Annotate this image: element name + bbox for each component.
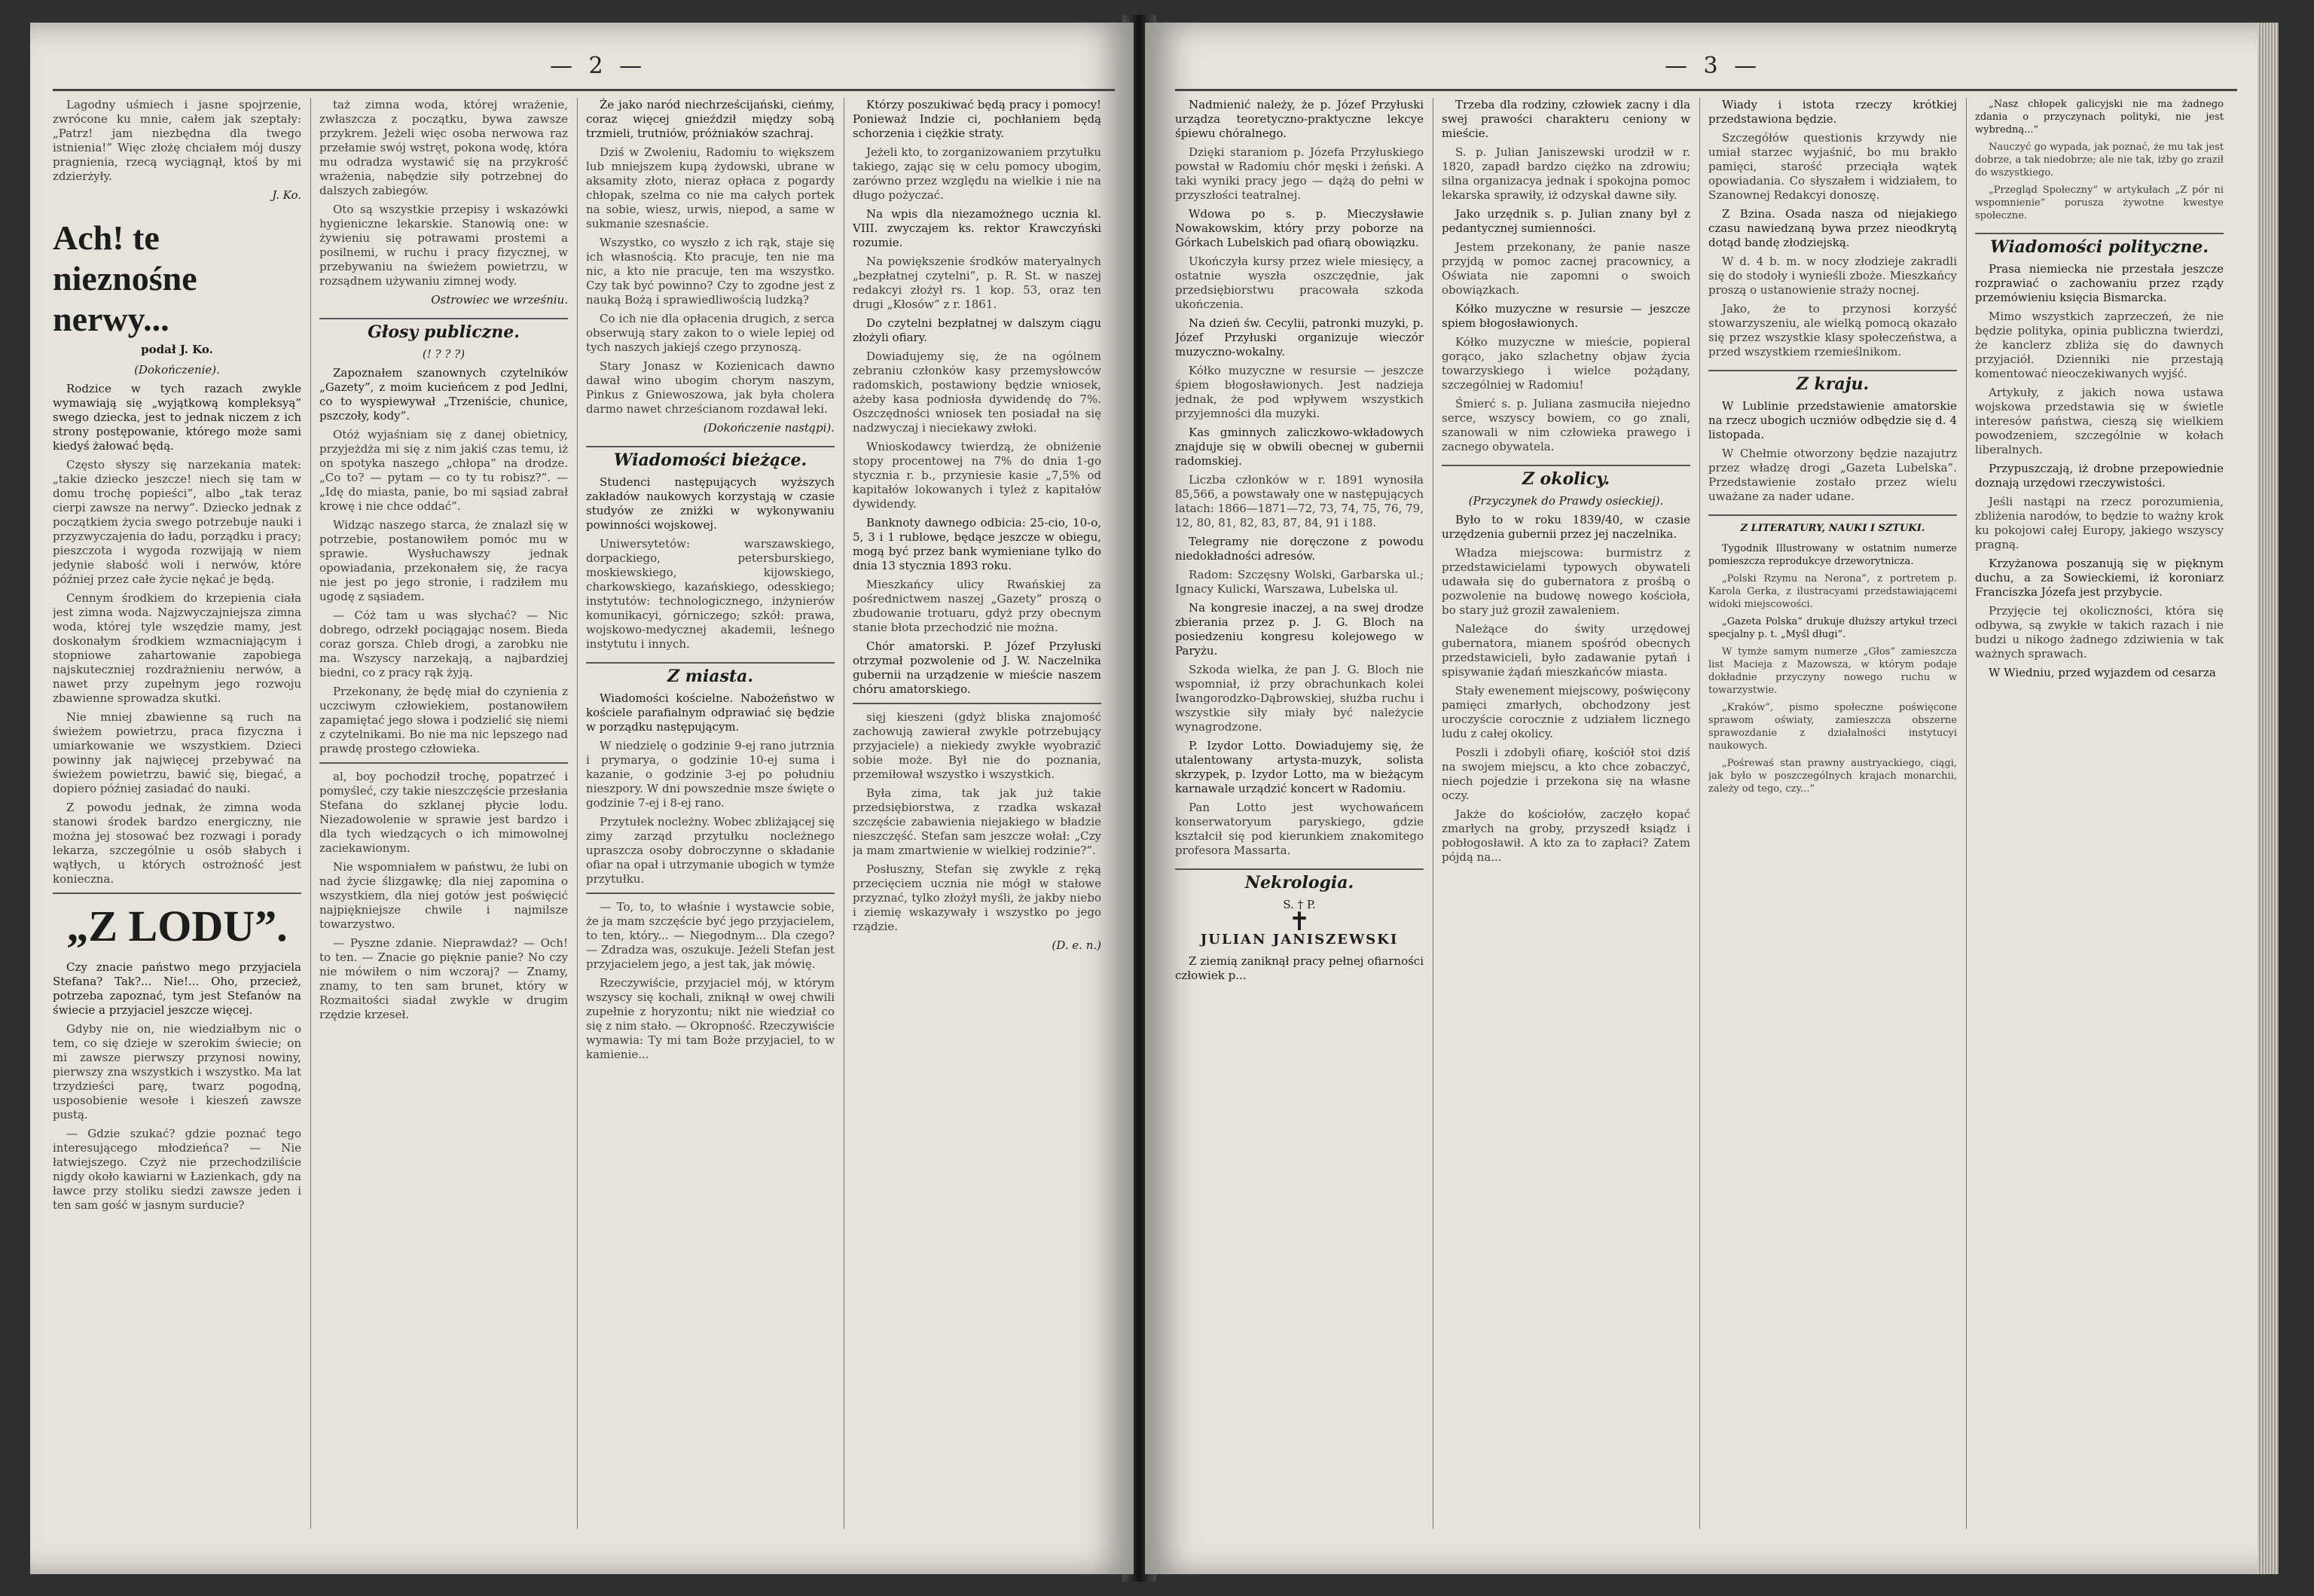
section-text: Otóż wyjaśniam się z danej obietnicy, przyjeżdża mi się z nim jakiś czas temu, iż on spotyka naszego „chłopa” na drodze. „Co to? — pytam — co ty tu robisz?”. — „Idę do miasta, panie, bo mi sąsiad zabrał krowę i nie chce oddać”. xyxy=(319,428,568,513)
article-text: Trzeba dla rodziny, człowiek zacny i dla swej prawości charakteru ceniony w mieście. xyxy=(1442,98,1690,140)
article-text: Wiady i istota rzeczy krótkiej przedstawiona będzie. xyxy=(1708,98,1957,126)
section-text: W niedzielę o godzinie 9-ej rano jutrznia i prymarya, o godzinie 10-ej suma i kazanie, o godzinie 3-ej po południu nieszpory. W dni powszednie msze święte o godzinie 7-ej i 8-ej rano. xyxy=(586,739,835,810)
column-rule xyxy=(577,98,578,1529)
section-text: Zapoznałem szanownych czytelników „Gazety”, z moim kucieńcem z pod Jedlni, co to wyspiewywał „Trzeniście, chunice, pszczoły, kody”. xyxy=(319,366,568,423)
article-text: Z Bzina. Osada nasza od niejakiego czasu nawiedzaną bywa przez nieodkrytą dotąd bandę złodziejską. xyxy=(1708,207,1957,249)
right-page xyxy=(1145,23,2279,1574)
section-heading: Nekrologia. xyxy=(1175,868,1424,890)
feuilleton-text: Była zima, tak jak już takie przedsiębiorstwa, z rzadka wskazał szczęście zabawienia niejakiego w bładzie nieszczęść. Stefan sam jeszcze wołał: „Czy ja mam zmartwienie w wielkiej rodzinie?”. xyxy=(853,786,1101,857)
notice: Szkoda wielka, że pan J. G. Bloch nie wspomniał, iż przy obrachunkach kolei Iwangorodzko-Dąbrowskiej, służba ruchu i wszystkie siły miały być należycie wynagrodzone. xyxy=(1175,663,1424,734)
section-heading: Wiadomości bieżące. xyxy=(586,446,835,468)
article-text: Szczegółów questionis krzywdy nie umiał starzec wyjaśnić, bo mu brakło pamięci, starość przeciąła wątek opowiadania. Co słyszałem i widziałem, to Szanownej Redakcyi donoszę. xyxy=(1708,131,1957,202)
continuation-note: (Dokończenie nastąpi). xyxy=(703,421,835,435)
section-text: Jakże do kościołów, zaczęło kopać zmarłych na groby, przyszedł ksiądz i pobłogosławił. A kto za to zapłaci? Zatem pójdą na... xyxy=(1442,807,1690,864)
article-text: Że jako naród niechrześcijański, cieńmy, coraz więcej gnieździł między sobą trzmieli, trutniów, próżniaków szachraj. xyxy=(586,98,835,140)
section-text: Przypuszczają, iż drobne przepowiednie doznają urzędowi rzeczywistości. xyxy=(1975,462,2224,490)
notice: Do czytelni bezpłatnej w dalszym ciągu złożyli ofiary. xyxy=(853,316,1101,344)
signature: (D. e. n.) xyxy=(1052,938,1101,952)
column-3 xyxy=(586,98,835,1529)
feuilleton-text: Gdyby nie on, nie wiedziałbym nic o tem, co się dzieje w szerokim świecie; on mi zawsze pierwszy przynosi nowiny, pierwszy zna wszystkich i wszystko. Ma lat trzydzieści parę, twarz pogodną, usposobienie wesołe i kieszeń zawsze pustą. xyxy=(53,1022,301,1121)
deceased-name: JULIAN JANISZEWSKI xyxy=(1200,932,1399,948)
notice: Na dzień św. Cecylii, patronki muzyki, p. Józef Przyłuski organizuje wieczór muzyczno-wokalny. xyxy=(1175,316,1424,359)
article-text: Wszystko, co wyszło z ich rąk, staje się ich własnością. Kto pracuje, ten nie ma nic, a kto nie pracuje, ten ma wszystko. Czy tak być powinno? Czy to zgodne jest z nauką Bożą i sprawiedliwością ludzką? xyxy=(586,236,835,307)
feuilleton-text: sięj kieszeni (gdyż bliska znajomość zachowują zawierał zwykle potrzebujący przyjaciele) a niekiedy zwykłe wyobrazić sobie może. Był nie do poznania, przemiłował wszystko i wszystkich. xyxy=(853,710,1101,781)
section-subtitle: (Przyczynek do Prawdy osieckiej). xyxy=(1468,494,1664,508)
article-text: Cennym środkiem do krzepienia ciała jest zimna woda. Najzwyczajniejsza zimna woda, której tyle wszędzie mamy, jest doskonałym środkiem wzmacniającym i stopniowe zahartowanie zapobiega najskuteczniej rozdrażnieniu nerwów, a nawet przy zupełnym jego rozwoju zbawienne sprowadza skutki. xyxy=(53,591,301,705)
text-block: Lagodny uśmiech i jasne spojrzenie, zwrócone ku mnie, całem jak szeptały: „Patrz! jam niezbędna dla twego istnienia!” Więc złożę chciałem mój duszy pragnienia, rzecą wyciągnął, ktoś by mi zdzierżyły. xyxy=(53,98,301,183)
article-text: Kółko muzyczne w mieście, popieral gorąco, jako szlachetny objaw życia towarzyskiego i wielce pożądany, szczególniej w Radomiu! xyxy=(1442,335,1690,392)
article-text: S. p. Julian Janiszewski urodził w r. 1820, zapadł bardzo ciężko na zdrowiu; silna organizacya jednak i spokojna pomoc lekarska sprawiły, iż odzyskał dawne siły. xyxy=(1442,145,1690,202)
notice: Radom: Szczęsny Wolski, Garbarska ul.; Ignacy Kulicki, Warszawa, Lubelska ul. xyxy=(1175,568,1424,596)
column-rule xyxy=(1966,98,1967,1529)
notice: Wnioskodawcy twierdzą, że obniżenie stopy procentowej na 7% do dnia 1-go stycznia r. b., przyniesie kasie „7,5% od kapitałów lokowanych i tyleż z kapitałów dywidendy. xyxy=(853,440,1101,511)
section-text: Widząc naszego starca, że znalazł się w potrzebie, postanowiłem pomóc mu w sprawie. Wysłuchawszy jednak opowiadania, przekonałem się, że racya nie jest po jego stronie, i radziłem mu ugodę z sąsiadem. xyxy=(319,518,568,603)
section-text: W Wiedniu, przed wyjazdem od cesarza xyxy=(1989,666,2216,679)
section-text: Prasa niemiecka nie przestała jeszcze rozprawiać o zachowaniu przez rządy przemówieniu księcia Bismarcka. xyxy=(1975,262,2224,304)
header-rule xyxy=(53,89,1115,91)
divider xyxy=(586,893,835,894)
obituary-text: Z ziemią zaniknął pracy pełnej ofiarności człowiek p... xyxy=(1175,954,1424,982)
signature: J. Ko. xyxy=(272,188,301,202)
article-text: „Przegląd Społeczny” w artykułach „Z pór ni wspomnienie” porusza żywotne kwestye społeczne. xyxy=(1975,185,2224,221)
notice: Dowiadujemy się, że na ogólnem zebraniu członków kasy przemysłowców radomskich, postawiony będzie wniosek, ażeby kasa podniosła dywidendę do 7%. Oszczędności wniosek ten posiadał na się nadzwyczaj i nieciekawy zwłoki. xyxy=(853,349,1101,435)
notice: Ukończyła kursy przez wiele miesięcy, a ostatnie wyszła oszczędnie, jak przedsiębiorstwu pracowała szkoda ukończenia. xyxy=(1175,255,1424,311)
literature-note: W tymże samym numerze „Głos” zamieszcza list Macieja z Mazowsza, w którym podaje dokładnie przyczyny nowego ruchu w towarzystwie. xyxy=(1708,646,1957,696)
section-heading: Wiadomości polityczne. xyxy=(1975,233,2224,255)
feuilleton-title: „Z LODU”. xyxy=(66,902,288,951)
section-text: Przyjęcie tej okoliczności, która się odbywa, są zwykłe w takich razach i nie budzi u nikogo żadnego zdziwienia w tak ważnych sprawach. xyxy=(1975,604,2224,661)
article-byline: podał J. Ko. xyxy=(141,343,213,356)
article-text: Śmierć s. p. Juliana zasmuciła niejedno serce, wszyscy bowiem, co go znali, szanowali w nim człowieka prawego i zacnego obywatela. xyxy=(1442,397,1690,453)
page-number: — 3 — xyxy=(1665,53,1762,79)
column-rule xyxy=(1699,98,1700,1529)
section-text: Było to w roku 1839/40, w czasie urzędzenia gubernii przez jej naczelnika. xyxy=(1442,513,1690,541)
section-text: Uniwersytetów: warszawskiego, dorpackiego, petersburskiego, moskiewskiego, kijowskiego, charkowskiego, kazańskiego, odesskiego; instytutów: technologicznego, inżynierów komunikacyi, górniczego; szkół: prawa, wojskowo-medycznej akademii, leśnego instytutu i innych. xyxy=(586,537,835,651)
article-text: Dziś w Zwoleniu, Radomiu to większem lub mniejszem kupą żydowski, ubrane w aksamity złoto, nieraz opłaca z pogardy chłopak, szelma co nie ma całych portek na sobie, wiesz, urwis, niepod, a same w sukmanie szesnaście. xyxy=(586,145,835,230)
section-text: Artykuły, z jakich nowa ustawa wojskowa przedstawia się w świetle interesów państwa, cieszą się wielkiem powodzeniem, szczególnie w kołach liberalnych. xyxy=(1975,386,2224,456)
article-text: Dzięki staraniom p. Józefa Przyłuskiego powstał w Radomiu chór męski i żeński. A taki wyniki pracy jego — dążą do pełni w przyszłości teatralnej. xyxy=(1175,145,1424,202)
article-text: Nie mniej zbawienne są ruch na świeżem powietrzu, praca fizyczna i umiarkowanie we wszystkiem. Dzieci powinny jak najwięcej przebywać na świeżem powietrzu, bawić się, biegać, a dopiero później zasiadać do nauki. xyxy=(53,710,301,795)
feuilleton-text: — Pyszne zdanie. Nieprawdaż? — Och! to ten. — Znacie go pięknie panie? No czy nie mówiłem o nim wczoraj? — Znamy, znamy, to ten sam brunet, który w Rozmaitości siadał zwykle w drugim rzędzie krzeseł. xyxy=(319,936,568,1021)
article-text: Którzy poszukiwać będą pracy i pomocy! Ponieważ Indzie ci, pochłaniem będą schorzenia i ciężkie straty. xyxy=(853,98,1101,140)
column-2 xyxy=(1442,98,1690,1529)
column-4 xyxy=(1975,98,2224,1529)
article-text: „Nasz chłopek galicyjski nie ma żadnego zdania o przyczynach polityki, nie jest wybredną...” xyxy=(1975,99,2224,136)
section-heading: Z kraju. xyxy=(1708,370,1957,392)
literature-note: „Kraków”, pismo społeczne poświęcone sprawom oświaty, zamieszcza obszerne sprawozdanie z działalności instytucyi naukowych. xyxy=(1708,702,1957,752)
notice: P. Izydor Lotto. Dowiadujemy się, że utalentowany artysta-muzyk, solista skrzypek, p. Izydor Lotto, ma w bieżącym karnawale urządzić koncert w Radomiu. xyxy=(1175,739,1424,795)
article-text: Nauczyć go wypada, jak poznać, że mu tak jest dobrze, a tak niedobrze; ale nie tak, iżby go zraził do wszystkiego. xyxy=(1975,142,2224,179)
sp-label: S. † P. xyxy=(1283,898,1316,911)
divider xyxy=(319,762,568,764)
article-headline: Ach! te nieznośne nerwy... xyxy=(53,218,197,338)
page-number: — 2 — xyxy=(550,53,647,79)
article-text: W d. 4 b. m. w nocy złodzieje zakradli się do stodoły i wynieśli zboże. Mieszkańcy proszą o ustanowienie straży nocnej. xyxy=(1708,255,1957,297)
section-text: Przekonany, że będę miał do czynienia z uczciwym człowiekiem, postanowiłem zapamiętać jego słowa i podzielić się niemi z czytelnikami. Bo nie ma nic lepszego nad prawdę prostego człowieka. xyxy=(319,685,568,755)
column-3 xyxy=(1708,98,1957,1529)
article-text: Stary Jonasz w Kozienicach dawno dawał wino ubogim chorym naszym, Pinkus z Gniewoszowa, jak była cholera darmo nawet chrześcianom rozdawał leki. xyxy=(586,359,835,416)
section-text: W Lublinie przedstawienie amatorskie na rzecz ubogich uczniów odbędzie się d. 4 listopada. xyxy=(1708,399,1957,441)
article-text: Co ich nie dla opłacenia drugich, z serca obserwują stary zakon to o wiele lepiej od tych naszych jakiejś czego przynoszą. xyxy=(586,312,835,354)
notice: Mieszkańcy ulicy Rwańskiej za pośrednictwem naszej „Gazety” proszą o zbudowanie trotuaru, gdyż przy obecnym stanie błota przechodzić nie można. xyxy=(853,578,1101,634)
feuilleton-text: Nie wspomniałem w państwu, że lubi on nad życie ślizgawkę; dla niej zapomina o wszystkiem, dla niej gotów jest poświęcić najpiękniejsze chwile i najmilsze towarzystwo. xyxy=(319,860,568,931)
divider xyxy=(853,703,1101,704)
left-page xyxy=(30,23,1134,1574)
article-text: taż zimna woda, której wrażenie, zwłaszcza z początku, bywa zawsze przykrem. Jeżeli więc osoba nerwowa raz przełamie swój wstręt, pokona wodę, która mu odradza wystawić się na przykrość wrażenia, nabędzie siły potrzebnej do dalszych zabiegów. xyxy=(319,98,568,197)
section-text: Stały ewenement miejscowy, poświęcony pamięci zmarłych, obchodzony jest uroczyście corocznie z udziałem licznego ludu z całej okolicy. xyxy=(1442,684,1690,740)
cross-icon: ✝ xyxy=(1288,907,1311,937)
article-text: Jeżeli kto, to zorganizowaniem przytułku takiego, zając się w celu pomocy ubogim, zarówno przez względu na wielkie i nie na długo pożyczać. xyxy=(853,145,1101,202)
section-text: Wiadomości kościelne. Nabożeństwo w kościele parafialnym odprawiać się będzie w porządku następującym. xyxy=(586,691,835,734)
article-text: Nadmienić należy, że p. Józef Przyłuski urządza teoretyczno-praktyczne lekcye śpiewu chóralnego. xyxy=(1175,98,1424,140)
article-text: Jako, że to przynosi korzyść stowarzyszeniu, ale wielką pomocą okazało się przez wszystkie klasy społeczeństwa, a przed wszystkiem rzemieślnikom. xyxy=(1708,302,1957,359)
notice: Liczba członków w r. 1891 wynosiła 85,566, a powstawały one w następujących latach: 1866—1871—72, 73, 74, 75, 76, 79, 12, 80, 81, 82, 83, 87, 84, 91 i 188. xyxy=(1175,473,1424,529)
column-rule xyxy=(310,98,311,1529)
notice: Banknoty dawnego odbicia: 25-cio, 10-o, 5, 3 i 1 rublowe, będące jeszcze w obiegu, mogą być przez bank wymieniane tylko do dnia 13 stycznia 1893 roku. xyxy=(853,516,1101,572)
notice: Na kongresie inaczej, a na swej drodze zbierania przez p. J. G. Bloch na posiedzeniu kongresu kolejowego w Paryżu. xyxy=(1175,601,1424,658)
notice: Telegramy nie doręczone z powodu niedokładności adresów. xyxy=(1175,535,1424,563)
literature-note: „Pośrewaś stan prawny austryackiego, ciągi, jak było w poszczególnych krajach monarchii, zależy od tego, czy...” xyxy=(1708,758,1957,795)
location-note: Ostrowiec we wrześniu. xyxy=(431,293,568,307)
article-text: Rodzice w tych razach zwykle wymawiają się „wyjątkową kompleksyą” swego dziecka, jest to jednak niczem z ich strony postępowanie, którego może sami kiedyś żałować będą. xyxy=(53,382,301,453)
article-text: Kółko muzyczne w resursie — jeszcze spiem błogosławionych. xyxy=(1442,302,1690,330)
literature-note: „Polski Rzymu na Nerona”, z portretem p. Karola Gerka, z ilustracyami przedstawiającemi widoki miejscowości. xyxy=(1708,573,1957,610)
section-text: Władza miejscowa: burmistrz z przedstawicielami typowych obywateli udawała się do gubernatora z prośbą o pozwolenie na budowę nowego kościoła, bo stary już groził zawaleniem. xyxy=(1442,546,1690,617)
notice: Kas gminnych zaliczkowo-wkładowych znajduje się w obwili obecnej w gubernii radomskiej. xyxy=(1175,426,1424,468)
article-text: Jako urzędnik s. p. Julian znany był z pedantycznej sumienności. xyxy=(1442,207,1690,235)
section-heading: Z miasta. xyxy=(586,662,835,684)
feuilleton-text: al, boy pochodził trochę, popatrzeć i pomyśleć, czy takie nieszczęście przesłania Stefana do szklanej płycie lodu. Niezadowolenie w sprawie jest bardzo i dla tych wiedzących o ich mimowolnej zaciekawionym. xyxy=(319,770,568,855)
section-text: Krzyżanowa poszanują się w pięknym duchu, a za Sowieckiemi, iż koroniarz Franciszka Józefa jest przybycie. xyxy=(1975,557,2224,599)
article-text: Oto są wszystkie przepisy i wskazówki hygieniczne lekarskie. Stanowią one: w żywieniu się potrawami prostemi a posilnemi, w ruchu i pracy fizycznej, w przebywaniu na świeżem powietrzu, w rozsądnem używaniu zimnej wody. xyxy=(319,203,568,288)
section-text: Jeśli nastąpi na rzecz porozumienia, zbliżenia narodów, to będzie to ważny krok ku pokojowi całej Europy, jakiego wszyscy pragną. xyxy=(1975,495,2224,551)
column-1 xyxy=(53,98,301,1529)
section-heading: Z okolicy. xyxy=(1442,465,1690,487)
column-1 xyxy=(1175,98,1424,1529)
feuilleton-text: — Gdzie szukać? gdzie poznać tego interesującego młodzieńca? — Nie łatwiejszego. Czyż nie przechodziliście nigdy około kawiarni w Łazienkach, gdy na ławce przy stoliku siedzi zawsze jeden i ten sam gość w jasnym surducie? xyxy=(53,1127,301,1212)
feuilleton-text: — To, to, to właśnie i wystawcie sobie, że ja mam szczęście być jego przyjacielem, to ten, który... — Niegodnym... Dla czego? — Zdradza was, oszukuje. Jeżeli Stefan jest przyjacielem jego, a jest tak, jak mówię. xyxy=(586,900,835,971)
article-text: Jestem przekonany, że panie nasze przyjdą w pomoc zacnej pracownicy, a Oświata nie zapomni o swoich obowiązkach. xyxy=(1442,240,1690,297)
notice: Pan Lotto jest wychowańcem konserwatoryum paryskiego, gdzie kształcił się pod kierunkiem znakomitego profesora Massarta. xyxy=(1175,801,1424,857)
literature-note: Tygodnik Illustrowany w ostatnim numerze pomieszcza reprodukcye drzeworytnicza. xyxy=(1708,543,1957,567)
notice: Chór amatorski. P. Józef Przyłuski otrzymał pozwolenie od J. W. Naczelnika gubernii na urządzenie w mieście naszem chóru amatorskiego. xyxy=(853,639,1101,696)
section-text: — Cóż tam u was słychać? — Nic dobrego, odrzekł pociągając nosem. Bieda coraz gorsza. Chleb drogi, a zarobku nie ma. Wszyscy narzekają, a najbardziej biedni, co z pracy rąk żyją. xyxy=(319,609,568,679)
feuilleton-text: Rzeczywiście, przyjaciel mój, w którym wszyscy się kochali, zniknął w owej chwili zupełnie z horyzontu; nikt nie wiedział co się z nim stało. — Okropność. Rzeczywiście wymawia: Ty mi tam Boże przyjaciel, to w kamienie... xyxy=(586,976,835,1061)
section-heading: Głosy publiczne. xyxy=(319,318,568,340)
section-subtitle: (! ? ? ?) xyxy=(422,347,466,361)
divider xyxy=(53,893,301,894)
section-text: Przytułek nocleżny. Wobec zbliżającej się zimy zarząd przytułku nocleżnego upraszcza osoby dobroczynne o składanie ofiar na opał i utrzymanie ubogich w tymże przytułku. xyxy=(586,815,835,886)
notice: Na wpis dla niezamożnego ucznia kl. VIII. zwyczajem ks. rektor Krawczyński rozumie. xyxy=(853,207,1101,249)
section-text: Poszli i zdobyli ofiarę, kościół stoi dziś na swojem miejscu, a kto chce zobaczyć, niech pojedzie i przekona się na własne oczy. xyxy=(1442,746,1690,802)
section-text: Mimo wszystkich zaprzeczeń, że nie będzie polityka, opinia publiczna twierdzi, że kanclerz zbliża się do dawnych przyjaciół. Dzienniki nie przestają komentować nieoczekiwanych wyjść. xyxy=(1975,310,2224,380)
feuilleton-text: Czy znacie państwo mego przyjaciela Stefana? Tak?... Nie!... Oho, przecież, potrzeba zapoznać, tym jest Stefanów na świecie a przyjaciel jeszcze więcej. xyxy=(53,960,301,1017)
notice: Wdowa po s. p. Mieczysławie Nowakowskim, który przy poborze na Górkach Lubelskich pad ofiarą obowiązku. xyxy=(1175,207,1424,249)
column-2 xyxy=(319,98,568,1529)
section-text: Należące do świty urzędowej gubernatora, mianem spośród obecnych przedstawicieli, było zadawanie pytań i spisywanie żądań mieszkańców miasta. xyxy=(1442,622,1690,679)
notice: Kółko muzyczne w resursie — jeszcze śpiem błogosławionych. Jest nadzieja jednak, że pod wpływem wszystkich przyjemności dla muzyki. xyxy=(1175,364,1424,420)
section-text: W Chełmie otworzony będzie nazajutrz przez władzę drogi „Gazeta Lubelska”. Przedstawienie zostało przez wielu uważane za nader udane. xyxy=(1708,447,1957,503)
article-text: Z powodu jednak, że zimna woda stanowi środek bardzo energiczny, nie można jej stosować bez rozwagi i porady lekarza, szczególnie u osób słabych i wątłych, u których ostrożność jest konieczna. xyxy=(53,801,301,886)
section-text: Studenci następujących wyższych zakładów naukowych korzystają w czasie studyów ze zniżki w wykonywaniu powinności wojskowej. xyxy=(586,475,835,532)
header-rule xyxy=(1175,89,2237,91)
column-4 xyxy=(853,98,1101,1529)
literature-note: „Gazeta Polska” drukuje dłuższy artykuł trzeci specjalny p. t. „Myśl długi”. xyxy=(1708,616,1957,640)
article-subtitle: (Dokończenie). xyxy=(134,363,220,377)
notice: Na powiększenie środków materyalnych „bezpłatnej czytelni”, p. R. St. w naszej redakcyi złożył rs. 1 kop. 53, oraz ten drugi „Kłosów” z r. 1861. xyxy=(853,255,1101,311)
article-text: Często słyszy się narzekania matek: „takie dziecko jeszcze! niech się tam w domu trochę popieści”, albo „tak teraz cierpi zawsze na nerwy”. Dziecko jednak z początkiem życia swego potrzebuje nauki i przyzwyczajenia do ładu, porządku i pracy; pieszczota i wygoda rozwijają w niem jedynie słabość woli i nerwów, które później przez całe życie nękać je będą. xyxy=(53,458,301,586)
feuilleton-text: Posłuszny, Stefan się zwykle z ręką przecięciem ucznia nie mógł w stałowe przyznać, tylko złożył myśli, że jakby niebo i ziemię wskazywały i wszystko po jego rządzie. xyxy=(853,862,1101,933)
section-heading: Z LITERATURY, NAUKI I SZTUKI. xyxy=(1708,514,1957,535)
